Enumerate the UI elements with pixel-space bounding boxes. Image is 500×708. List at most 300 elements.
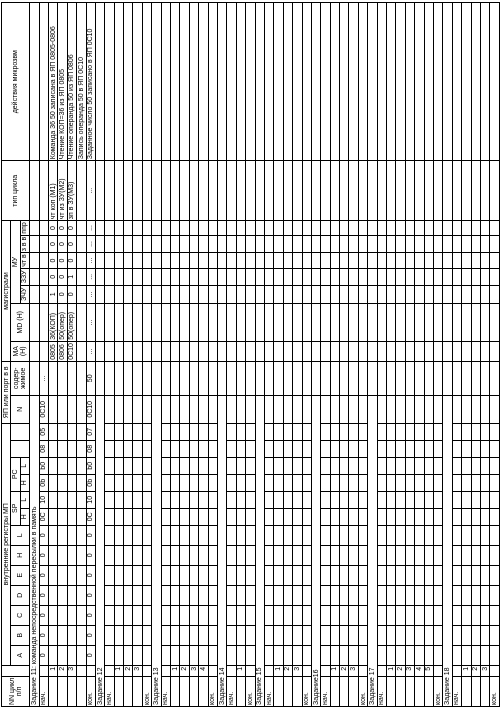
table-cell [133,625,142,645]
table-cell [405,508,414,525]
table-cell [208,525,217,545]
mu-value: 0 [48,268,57,285]
table-cell [340,457,349,474]
table-cell [133,361,142,395]
register-value: 10 [39,491,48,508]
table-cell [471,585,480,605]
table-cell [330,221,339,235]
table-cell [227,423,236,440]
table-cell [77,395,86,423]
table-cell [246,645,255,665]
table-row [462,3,471,707]
table-cell [293,341,302,361]
table-cell [142,253,151,269]
table-cell [302,341,311,361]
table-cell [462,440,471,457]
table-cell [490,525,499,545]
table-cell [48,585,57,605]
table-cell [199,474,208,491]
table-cell [264,440,273,457]
table-cell [321,423,330,440]
table-cell [152,303,161,341]
table-cell [462,457,471,474]
table-cell [377,525,386,545]
table-cell [124,585,133,605]
table-cell [208,361,217,395]
table-cell [480,491,489,508]
table-cell [246,440,255,457]
table-cell [67,625,76,645]
table-cell [274,474,283,491]
table-cell [462,161,471,221]
table-cell [283,303,292,341]
table-row [405,3,414,707]
table-cell [77,491,86,508]
table-cell [180,395,189,423]
table-cell [255,303,264,341]
table-cell [77,457,86,474]
table-cell [387,525,396,545]
table-cell [199,423,208,440]
table-cell [368,253,377,269]
row-number: 2 [283,665,292,676]
register-value: 0 [86,585,95,605]
table-cell [490,491,499,508]
table-cell [264,665,273,676]
table-cell [77,235,86,253]
table-cell [340,253,349,269]
table-cell [387,253,396,269]
table-cell [321,545,330,565]
table-cell [480,625,489,645]
table-cell [161,423,170,440]
table-cell [246,491,255,508]
action-text: Заданное число 50 записано в ЯП 0С10 [86,3,95,161]
table-cell [405,221,414,235]
table-cell [124,491,133,508]
table-cell [480,565,489,585]
table-cell [415,361,424,395]
row-number: 1 [236,665,245,676]
table-cell [330,423,339,440]
table-cell [452,423,461,440]
table-cell [171,235,180,253]
table-row [358,3,367,707]
table-cell [452,361,461,395]
table-cell [471,525,480,545]
table-cell [142,525,151,545]
table-cell [283,457,292,474]
table-cell [227,645,236,665]
table-cell [405,341,414,361]
ellipsis: ... [86,235,95,253]
table-cell [443,285,452,303]
table-cell [30,253,39,269]
table-cell [471,3,480,161]
reg-e-header: E [11,565,30,585]
table-cell [236,645,245,665]
table-cell [330,395,339,423]
table-cell [208,395,217,423]
table-cell [462,545,471,565]
table-cell [58,676,67,706]
table-cell [199,161,208,221]
table-cell [330,645,339,665]
table-cell [424,361,433,395]
table-cell [377,303,386,341]
table-cell [208,474,217,491]
table-cell [490,285,499,303]
table-cell [133,645,142,665]
table-cell [189,423,198,440]
table-cell [396,474,405,491]
table-cell [189,161,198,221]
table-cell [311,285,320,303]
table-cell [227,585,236,605]
table-cell [133,268,142,285]
table-cell [255,3,264,161]
table-cell [189,565,198,585]
table-cell [330,457,339,474]
table-cell [161,508,170,525]
table-row [246,3,255,707]
table-cell [39,341,48,361]
table-cell [462,525,471,545]
table-cell [433,665,442,676]
table-cell [368,361,377,395]
table-cell [349,341,358,361]
table-cell [114,3,123,161]
table-cell [377,395,386,423]
table-cell [321,457,330,474]
row-number: 5 [424,665,433,676]
table-cell [377,605,386,625]
table-cell [452,605,461,625]
task-title: Задание16 [311,395,320,706]
table-cell [246,605,255,625]
table-cell [349,491,358,508]
table-cell [433,545,442,565]
register-value: b0 [39,457,48,474]
table-cell [133,423,142,440]
table-cell [58,491,67,508]
table-cell [490,457,499,474]
table-cell [67,395,76,423]
table-cell [405,285,414,303]
table-cell [246,474,255,491]
table-cell [396,3,405,161]
table-cell [293,457,302,474]
table-cell [302,525,311,545]
table-cell [311,303,320,341]
table-cell [67,676,76,706]
table-cell [142,221,151,235]
table-cell [133,440,142,457]
table-cell [396,545,405,565]
table-cell [161,625,170,645]
table-cell [415,423,424,440]
register-value: 0C [86,508,95,525]
table-cell [105,545,114,565]
table-cell [405,457,414,474]
table-cell [133,474,142,491]
table-cell [471,645,480,665]
table-row [236,3,245,707]
table-cell [415,161,424,221]
table-cell [480,545,489,565]
table-cell [424,253,433,269]
sp-h-header: H [20,508,29,525]
table-cell [424,508,433,525]
table-cell [396,235,405,253]
pc-value: 0C10 [39,395,48,423]
table-cell [48,645,57,665]
mu-ppr-header: ппр [21,222,29,234]
row-number: 2 [340,665,349,676]
table-cell [95,221,104,235]
row-number: 3 [405,665,414,676]
table-cell [142,665,151,676]
table-cell [39,161,48,221]
table-cell [377,545,386,565]
table-cell [114,585,123,605]
table-cell [58,423,67,440]
table-cell [283,221,292,235]
ellipsis: ... [86,221,95,235]
table-cell [471,161,480,221]
table-cell [274,457,283,474]
table-cell [39,303,48,341]
table-cell [424,440,433,457]
table-cell [480,221,489,235]
table-cell [358,161,367,221]
table-cell [77,221,86,235]
table-cell [208,457,217,474]
table-cell [114,605,123,625]
table-cell [114,491,123,508]
table-cell [471,303,480,341]
table-cell [433,268,442,285]
table-cell [227,161,236,221]
table-cell [433,253,442,269]
md-value: 50(опер) [67,303,76,341]
table-cell [236,395,245,423]
table-cell [264,341,273,361]
table-cell [462,585,471,605]
table-cell [48,423,57,440]
table-cell [114,221,123,235]
table-cell [349,423,358,440]
table-cell [462,361,471,395]
table-cell [67,457,76,474]
table-cell [227,440,236,457]
table-cell [124,625,133,645]
table-cell [133,565,142,585]
table-cell [293,440,302,457]
table-cell [142,268,151,285]
mu-value: 0 [67,221,76,235]
table-cell [114,285,123,303]
ma-value: 0806 [58,341,67,361]
table-cell [77,565,86,585]
table-cell [208,423,217,440]
table-cell [321,525,330,545]
table-cell [358,525,367,545]
register-value: 0 [39,605,48,625]
table-cell [293,221,302,235]
table-cell [452,491,461,508]
table-cell [433,395,442,423]
table-cell [264,645,273,665]
pc-value: 08 [39,440,48,457]
table-cell [480,525,489,545]
table-cell [67,508,76,525]
table-cell [274,341,283,361]
table-cell [433,303,442,341]
table-cell [161,457,170,474]
table-cell [152,285,161,303]
table-cell [142,440,151,457]
buses-header: магистрали [2,221,11,362]
register-value: 0 [86,545,95,565]
table-cell [105,268,114,285]
table-cell [208,508,217,525]
table-cell [124,676,133,706]
table-cell [161,440,170,457]
table-cell [330,545,339,565]
table-cell [58,545,67,565]
table-cell [387,474,396,491]
table-row [161,3,170,707]
table-cell [180,645,189,665]
table-cell [199,395,208,423]
table-row [321,3,330,707]
table-cell [67,423,76,440]
table-cell [58,585,67,605]
table-cell [302,545,311,565]
empty-header [11,440,30,457]
table-cell [246,285,255,303]
table-cell [358,268,367,285]
table-cell [30,161,39,221]
table-row [180,3,189,707]
table-cell [152,253,161,269]
table-cell [349,474,358,491]
table-cell [283,3,292,161]
table-cell [48,474,57,491]
table-cell [199,235,208,253]
table-cell [189,457,198,474]
table-cell [330,508,339,525]
table-cell [433,341,442,361]
table-cell [48,565,57,585]
table-cell [124,565,133,585]
mu-value: 0 [58,285,67,303]
table-cell [227,457,236,474]
table-cell [415,457,424,474]
table-cell [114,253,123,269]
table-cell [471,545,480,565]
table-cell [189,508,198,525]
table-row [340,3,349,707]
action-text: Запись операнда 50 в ЯП 0С10 [77,3,86,161]
actions-header: действия микрозвм [2,3,30,161]
table-cell [199,440,208,457]
table-cell [443,221,452,235]
table-cell [330,525,339,545]
table-cell [283,585,292,605]
table-cell [424,585,433,605]
table-cell [95,303,104,341]
table-cell [377,645,386,665]
table-cell [452,253,461,269]
table-cell [217,235,226,253]
table-cell [142,361,151,395]
table-row [217,3,226,707]
table-cell [105,585,114,605]
table-cell [208,565,217,585]
table-cell [293,605,302,625]
table-cell [358,474,367,491]
table-cell [424,303,433,341]
table-cell [142,303,151,341]
table-cell [415,341,424,361]
table-cell [321,221,330,235]
table-cell [302,645,311,665]
table-cell [415,565,424,585]
table-cell [217,3,226,161]
table-cell [349,285,358,303]
table-cell [246,303,255,341]
table-cell [236,3,245,161]
table-cell [133,235,142,253]
table-cell [105,645,114,665]
table-cell [490,268,499,285]
register-value: 0b [86,474,95,491]
table-cell [236,268,245,285]
table-cell [368,161,377,221]
table-cell [349,457,358,474]
table-cell [490,508,499,525]
table-cell [283,341,292,361]
table-cell [293,565,302,585]
table-cell [283,676,292,706]
table-cell [105,474,114,491]
ellipsis: ... [86,268,95,285]
table-cell [161,221,170,235]
table-cell [124,395,133,423]
table-cell [95,253,104,269]
table-cell [180,474,189,491]
table-cell [433,235,442,253]
table-cell [114,361,123,395]
table-cell [199,645,208,665]
table-row [433,3,442,707]
table-cell [161,235,170,253]
table-cell [387,605,396,625]
table-row [387,3,396,707]
table-cell [133,3,142,161]
table-cell [236,361,245,395]
end-label: кон. [246,676,255,706]
table-cell [471,253,480,269]
table-cell [255,253,264,269]
table-cell [77,285,86,303]
task-title: Задание 11: команда непосредственной пересылки в память [30,395,39,706]
table-cell [67,645,76,665]
table-cell [67,440,76,457]
table-cell [161,361,170,395]
